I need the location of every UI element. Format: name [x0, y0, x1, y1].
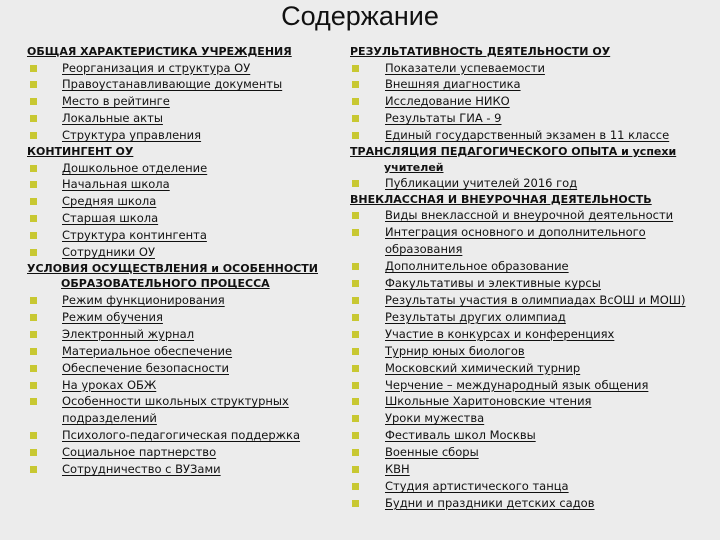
section-heading-text: ТРАНСЛЯЦИЯ ПЕДАГОГИЧЕСКОГО ОПЫТА и успехи	[350, 145, 677, 159]
section-heading[interactable]	[350, 144, 720, 175]
section-heading-text: УСЛОВИЯ ОСУЩЕСТВЛЕНИЯ и ОСОБЕННОСТИ	[27, 261, 319, 275]
toc-link-item[interactable]	[350, 93, 720, 110]
toc-link-item[interactable]	[27, 110, 345, 127]
toc-link-label[interactable]: Показатели успеваемости	[385, 60, 545, 75]
square-bullet-icon	[352, 415, 359, 422]
section-heading[interactable]	[350, 44, 720, 60]
toc-link-label[interactable]: Структура управления	[62, 128, 202, 143]
toc-link-item[interactable]	[350, 127, 720, 144]
toc-link-label[interactable]: Школьные Харитоновские чтения	[385, 394, 592, 409]
toc-link-item[interactable]	[350, 326, 720, 343]
square-bullet-icon	[352, 115, 359, 122]
toc-link-item[interactable]	[27, 444, 345, 461]
square-bullet-icon	[352, 212, 359, 219]
toc-link-label[interactable]: Единый государственный экзамен в 11 классе	[385, 128, 670, 143]
section-heading[interactable]	[27, 261, 345, 292]
toc-link-label[interactable]: Реорганизация и структура ОУ	[62, 60, 251, 75]
toc-link-item[interactable]	[350, 76, 720, 93]
toc-link-label[interactable]: Режим обучения	[62, 309, 163, 324]
toc-link-label[interactable]: Будни и праздники детских садов	[385, 495, 595, 510]
toc-link-label[interactable]: Сотрудничество с ВУЗами	[62, 462, 221, 477]
toc-link-item[interactable]	[350, 207, 720, 224]
toc-link-label[interactable]: Студия артистического танца	[385, 478, 569, 493]
square-bullet-icon	[30, 348, 37, 355]
toc-link-item[interactable]	[350, 478, 720, 495]
toc-link-label[interactable]: Факультативы и элективные курсы	[385, 276, 601, 291]
square-bullet-icon	[352, 398, 359, 405]
toc-link-item[interactable]	[27, 227, 345, 244]
toc-link-label[interactable]: Результаты участия в олимпиадах ВсОШ и МОШ)	[385, 292, 686, 307]
square-bullet-icon	[30, 232, 37, 239]
toc-link-label[interactable]: Сотрудники ОУ	[62, 245, 155, 260]
square-bullet-icon	[352, 65, 359, 72]
toc-link-item[interactable]	[27, 193, 345, 210]
section-heading-text: РЕЗУЛЬТАТИВНОСТЬ ДЕЯТЕЛЬНОСТИ ОУ	[350, 45, 611, 58]
square-bullet-icon	[352, 132, 359, 139]
square-bullet-icon	[30, 165, 37, 172]
square-bullet-icon	[352, 382, 359, 389]
section-heading-text: ОБЩАЯ ХАРАКТЕРИСТИКА УЧРЕЖДЕНИЯ	[27, 45, 292, 58]
square-bullet-icon	[30, 98, 37, 105]
square-bullet-icon	[30, 65, 37, 72]
section-heading-text: КОНТИНГЕНТ ОУ	[27, 145, 134, 159]
toc-link-label[interactable]: На уроках ОБЖ	[62, 377, 157, 392]
toc-link-label[interactable]: Московский химический турнир	[385, 360, 581, 375]
toc-link-item[interactable]	[27, 210, 345, 227]
square-bullet-icon	[30, 398, 37, 405]
square-bullet-icon	[352, 81, 359, 88]
square-bullet-icon	[352, 229, 359, 236]
toc-link-label[interactable]: Структура контингента	[62, 228, 207, 243]
toc-link-item[interactable]	[350, 258, 720, 275]
toc-link-item[interactable]	[350, 427, 720, 444]
toc-link-item[interactable]	[27, 427, 345, 444]
toc-link-label[interactable]: Турнир юных биологов	[385, 343, 525, 358]
toc-link-item[interactable]	[27, 309, 345, 326]
toc-link-item[interactable]	[350, 275, 720, 292]
section-heading[interactable]	[27, 44, 345, 60]
toc-link-label[interactable]: Участие в конкурсах и конференциях	[385, 326, 615, 341]
square-bullet-icon	[352, 466, 359, 473]
toc-link-item[interactable]	[350, 309, 720, 326]
toc-link-item[interactable]	[350, 393, 720, 410]
square-bullet-icon	[30, 466, 37, 473]
square-bullet-icon	[30, 331, 37, 338]
toc-link-label[interactable]: Электронный журнал	[62, 326, 195, 341]
toc-link-label[interactable]: Локальные акты	[62, 111, 163, 126]
toc-link-label[interactable]: Уроки мужества	[385, 411, 485, 426]
toc-link-item[interactable]	[350, 60, 720, 77]
square-bullet-icon	[30, 449, 37, 456]
square-bullet-icon	[30, 432, 37, 439]
toc-link-label[interactable]: Интеграция основного и дополнительного образования	[385, 225, 646, 257]
toc-link-label[interactable]: Фестиваль школ Москвы	[385, 428, 536, 443]
toc-link-label[interactable]: Материальное обеспечение	[62, 343, 233, 358]
toc-link-item[interactable]	[27, 393, 345, 427]
toc-link-label[interactable]: Особенности школьных структурных подразделений	[62, 394, 289, 426]
toc-link-label[interactable]: Исследование НИКО	[385, 94, 510, 109]
square-bullet-icon	[352, 331, 359, 338]
square-bullet-icon	[352, 449, 359, 456]
toc-link-item[interactable]	[350, 377, 720, 394]
toc-link-item[interactable]	[27, 343, 345, 360]
square-bullet-icon	[30, 297, 37, 304]
toc-link-label[interactable]: Дополнительное образование	[385, 259, 569, 274]
toc-link-label[interactable]: Виды внеклассной и внеурочной деятельности	[385, 208, 674, 223]
toc-link-item[interactable]	[350, 410, 720, 427]
square-bullet-icon	[30, 198, 37, 205]
toc-link-item[interactable]	[27, 244, 345, 261]
toc-link-item[interactable]	[27, 377, 345, 394]
toc-link-item[interactable]	[27, 461, 345, 478]
square-bullet-icon	[352, 483, 359, 490]
toc-link-item[interactable]	[350, 461, 720, 478]
toc-link-label[interactable]: Дошкольное отделение	[62, 160, 208, 175]
toc-link-label[interactable]: Социальное партнерство	[62, 445, 217, 460]
square-bullet-icon	[30, 132, 37, 139]
square-bullet-icon	[352, 432, 359, 439]
toc-link-label[interactable]: Результаты других олимпиад	[385, 309, 566, 324]
toc-link-item[interactable]	[350, 110, 720, 127]
toc-link-label[interactable]: Режим функционирования	[62, 292, 225, 307]
square-bullet-icon	[30, 249, 37, 256]
toc-link-item[interactable]	[27, 60, 345, 77]
toc-link-label[interactable]: Обеспечение безопасности	[62, 360, 229, 375]
section-heading-continuation: ОБРАЗОВАТЕЛЬНОГО ПРОЦЕССА	[61, 277, 270, 291]
toc-link-label[interactable]: Начальная школа	[62, 177, 170, 192]
square-bullet-icon	[352, 314, 359, 321]
toc-link-item[interactable]	[27, 93, 345, 110]
square-bullet-icon	[352, 500, 359, 507]
toc-link-label[interactable]: Военные сборы	[385, 445, 479, 460]
page-title: Содержание	[281, 1, 439, 31]
square-bullet-icon	[30, 115, 37, 122]
toc-link-label[interactable]: Внешняя диагностика	[385, 77, 521, 92]
toc-link-label[interactable]: КВН	[385, 462, 410, 477]
section-heading[interactable]	[27, 144, 345, 160]
toc-link-item[interactable]	[27, 360, 345, 377]
toc-link-item[interactable]	[350, 175, 720, 192]
toc-link-label[interactable]: Публикации учителей 2016 год	[385, 176, 578, 191]
toc-link-label[interactable]: Психолого-педагогическая поддержка	[62, 428, 301, 443]
toc-link-label[interactable]: Место в рейтинге	[62, 94, 170, 109]
square-bullet-icon	[30, 181, 37, 188]
toc-link-label[interactable]: Результаты ГИА - 9	[385, 111, 502, 126]
left-column	[27, 44, 345, 478]
square-bullet-icon	[352, 365, 359, 372]
square-bullet-icon	[352, 98, 359, 105]
square-bullet-icon	[352, 180, 359, 187]
toc-link-item[interactable]	[350, 343, 720, 360]
square-bullet-icon	[30, 365, 37, 372]
square-bullet-icon	[352, 263, 359, 270]
square-bullet-icon	[30, 382, 37, 389]
toc-link-item[interactable]	[27, 160, 345, 177]
toc-link-item[interactable]	[27, 326, 345, 343]
toc-link-item[interactable]	[27, 176, 345, 193]
toc-link-item[interactable]	[350, 224, 720, 258]
square-bullet-icon	[352, 280, 359, 287]
toc-link-item[interactable]	[27, 292, 345, 309]
toc-link-label[interactable]: Правоустанавливающие документы	[62, 77, 283, 92]
toc-link-label[interactable]: Черчение – международный язык общения	[385, 377, 649, 392]
toc-link-item[interactable]	[27, 127, 345, 144]
toc-link-item[interactable]	[350, 360, 720, 377]
toc-link-label[interactable]: Средняя школа	[62, 194, 157, 209]
section-heading-continuation: учителей	[384, 160, 444, 174]
square-bullet-icon	[352, 297, 359, 304]
square-bullet-icon	[30, 215, 37, 222]
section-heading-text: ВНЕКЛАССНАЯ И ВНЕУРОЧНАЯ ДЕЯТЕЛЬНОСТЬ	[350, 192, 652, 206]
toc-link-label[interactable]: Старшая школа	[62, 211, 159, 226]
toc-link-item[interactable]	[27, 76, 345, 93]
toc-link-item[interactable]	[350, 495, 720, 512]
toc-link-item[interactable]	[350, 292, 720, 309]
square-bullet-icon	[30, 314, 37, 321]
right-column	[350, 44, 720, 512]
toc-link-item[interactable]	[350, 444, 720, 461]
section-heading[interactable]	[350, 192, 720, 208]
square-bullet-icon	[352, 348, 359, 355]
square-bullet-icon	[30, 81, 37, 88]
